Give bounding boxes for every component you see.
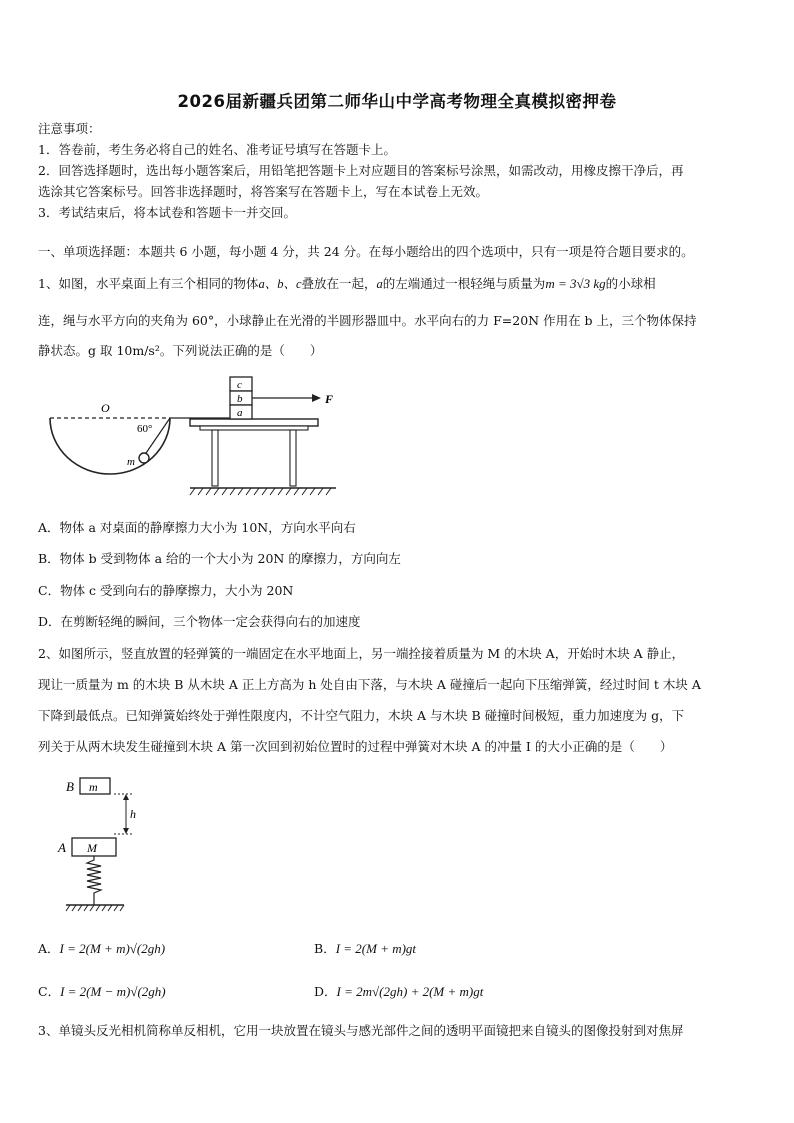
q1-option-b: B．物体 b 受到物体 a 给的一个大小为 20N 的摩擦力，方向向左	[38, 551, 401, 566]
q1-var-abc: a、b、c	[258, 277, 302, 291]
q1-mass-formula: m = 3√3 kg	[545, 276, 606, 291]
q2-line-4: 列关于从两木块发生碰撞到木块 A 第一次回到初始位置时的过程中弹簧对木块 A 的冲量 I 的大小正确的是（ ）	[38, 739, 673, 754]
fig1-label-angle: 60°	[137, 423, 153, 435]
q2-option-d	[314, 984, 483, 1000]
q2-line-2: 现让一质量为 m 的木块 B 从木块 A 正上方高为 h 处自由下落，与木块 A 碰撞后一起向下压缩弹簧，经过时间 t 木块 A	[38, 677, 701, 692]
q2-option-a	[38, 941, 165, 957]
fig2-label-mass-m: M	[87, 841, 97, 855]
fig2-label-h: h	[130, 807, 136, 821]
notice-heading: 注意事项：	[38, 121, 101, 136]
q2-option-b-formula: I = 2(M + m)gt	[335, 941, 417, 956]
q1-line-1-text-c: 的左端通过一根轻绳与质量为	[382, 276, 546, 291]
q1-var-a: a	[376, 277, 383, 291]
q2-option-b	[314, 941, 416, 957]
fig2-label-b: B	[66, 779, 74, 794]
q2-line-1: 2、如图所示，竖直放置的轻弹簧的一端固定在水平地面上，另一端拴接着质量为 M 的木块 A，开始时木块 A 静止，	[38, 646, 685, 661]
fig1-force-label: F	[325, 392, 334, 406]
notice-item-3: 3．考试结束后，将本试卷和答题卡一并交回。	[38, 205, 296, 220]
notice-item-1: 1．答卷前，考生务必将自己的姓名、准考证号填写在答题卡上。	[38, 142, 396, 157]
section-heading: 一、单项选择题：本题共 6 小题，每小题 4 分，共 24 分。在每小题给出的四个选项中，只有一项是符合题目要求的。	[38, 244, 694, 259]
q2-option-c-label: C．	[38, 984, 61, 999]
q1-option-d: D．在剪断轻绳的瞬间，三个物体一定会获得向右的加速度	[38, 614, 361, 629]
q2-option-d-label: D．	[314, 984, 337, 999]
q1-figure	[40, 372, 340, 504]
q2-option-a-formula: I = 2(M + m)√(2gh)	[59, 941, 166, 956]
q2-option-c	[38, 984, 166, 1000]
q1-line-1-text-a: 1、如图，水平桌面上有三个相同的物体	[38, 276, 259, 291]
notice-item-2-line-1: 2．回答选择题时，选出每小题答案后，用铅笔把答题卡上对应题目的答案标号涂黑，如需改动，用橡皮擦干净后，再	[38, 163, 684, 178]
fig1-label-o: O	[101, 401, 110, 415]
q1-line-1-text-b: 叠放在一起，	[301, 276, 377, 291]
q2-option-c-formula: I = 2(M − m)√(2gh)	[60, 984, 166, 999]
q2-line-3: 下降到最低点。已知弹簧始终处于弹性限度内，不计空气阻力，木块 A 与木块 B 碰撞时间极短，重力加速度为 g，下	[38, 708, 685, 723]
q2-figure	[52, 772, 152, 914]
q1-option-a: A．物体 a 对桌面的静摩擦力大小为 10N，方向水平向右	[38, 520, 356, 535]
q1-line-1	[38, 276, 656, 292]
q2-option-b-label: B．	[314, 941, 336, 956]
fig1-label-m: m	[127, 456, 135, 468]
fig1-block-a-label: a	[237, 407, 243, 419]
q1-option-c: C．物体 c 受到向右的静摩擦力，大小为 20N	[38, 583, 294, 598]
fig2-label-a: A	[58, 840, 66, 855]
page-title: 2026届新疆兵团第二师华山中学高考物理全真模拟密押卷	[177, 92, 617, 111]
q1-line-3: 静状态。g 取 10m/s²。下列说法正确的是（ ）	[38, 343, 323, 358]
fig1-block-b-label: b	[237, 393, 243, 405]
q2-option-a-label: A．	[38, 941, 60, 956]
q3-line-1: 3、单镜头反光相机简称单反相机，它用一块放置在镜头与感光部件之间的透明平面镜把来自镜头的图像投射到对焦屏	[38, 1023, 684, 1038]
q1-line-2: 连，绳与水平方向的夹角为 60°，小球静止在光滑的半圆形器皿中。水平向右的力 F=20N 作用在 b 上，三个物体保持	[38, 313, 697, 328]
notice-item-2-line-2: 选涂其它答案标号。回答非选择题时，将答案写在答题卡上，写在本试卷上无效。	[38, 184, 489, 199]
q2-option-d-formula: I = 2m√(2gh) + 2(M + m)gt	[336, 984, 484, 999]
fig2-label-m: m	[89, 780, 98, 794]
fig1-block-c-label: c	[237, 379, 242, 391]
q1-line-1-text-d: 的小球相	[605, 276, 656, 291]
